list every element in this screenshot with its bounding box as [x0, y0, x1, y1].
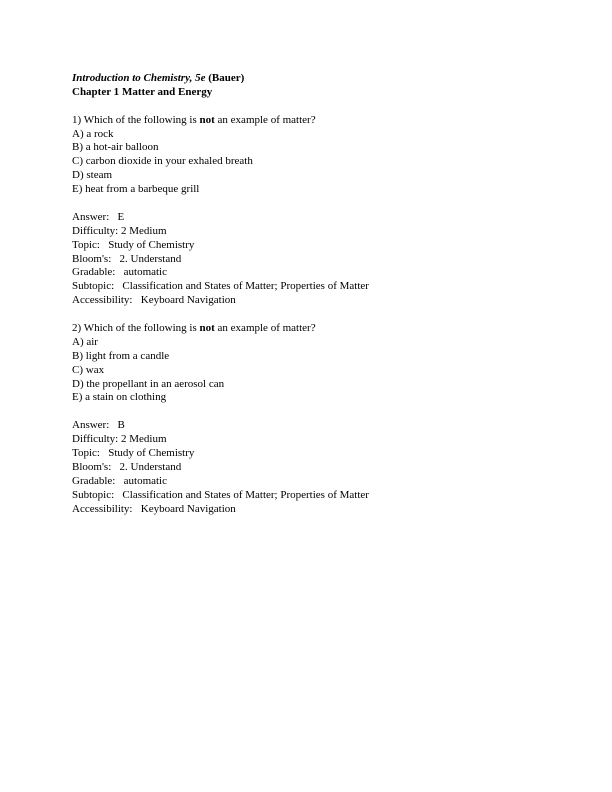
meta-value: 2. Understand: [111, 252, 182, 265]
meta-row: [72, 475, 542, 489]
answer-option: C) carbon dioxide in your exhaled breath: [72, 155, 253, 168]
meta-row: [72, 419, 542, 433]
spacer: [72, 405, 542, 419]
meta-row: [72, 266, 542, 280]
answer-option: B) a hot-air balloon: [72, 141, 159, 154]
meta-value: 2 Medium: [118, 433, 167, 446]
chapter-label: Chapter 1: [72, 85, 120, 98]
question-number: 1): [72, 113, 84, 126]
meta-value: Keyboard Navigation: [132, 502, 236, 515]
meta-row: [72, 253, 542, 267]
book-author: (Bauer): [208, 72, 245, 84]
meta-value: 2. Understand: [111, 460, 182, 473]
meta-row: [72, 503, 542, 517]
answer-option: A) air: [72, 335, 98, 348]
meta-value: E: [109, 210, 125, 223]
meta-label: Subtopic:: [72, 488, 115, 501]
meta-label: Answer:: [72, 210, 110, 223]
book-title: Introduction to Chemistry, 5e: [72, 72, 206, 84]
spacer: [72, 197, 542, 211]
question-text: an example of matter?: [214, 322, 316, 335]
meta-label: Bloom's:: [72, 252, 112, 265]
spacer: [72, 100, 542, 114]
meta-label: Difficulty:: [72, 433, 119, 446]
meta-value: automatic: [115, 474, 167, 487]
book-header: [72, 72, 542, 86]
meta-row: [72, 225, 542, 239]
question-text: Which of the following is: [83, 113, 200, 126]
meta-row: [72, 294, 542, 308]
question-list: [72, 114, 542, 517]
meta-label: Gradable:: [72, 474, 116, 487]
question-stem: [72, 322, 542, 336]
question-block: [72, 322, 542, 516]
question-text: Which of the following is: [83, 322, 200, 335]
meta-label: Bloom's:: [72, 460, 112, 473]
meta-value: B: [109, 419, 125, 432]
meta-row: [72, 461, 542, 475]
meta-row: [72, 280, 542, 294]
answer-option: E) heat from a barbeque grill: [72, 183, 200, 196]
meta-value: Keyboard Navigation: [132, 294, 236, 307]
meta-row: [72, 489, 542, 503]
question-block: [72, 114, 542, 322]
question-text: an example of matter?: [214, 113, 316, 126]
meta-label: Answer:: [72, 419, 110, 432]
meta-value: Study of Chemistry: [99, 238, 195, 251]
document-page: [72, 72, 542, 517]
question-emphasis: not: [199, 113, 215, 126]
answer-option: D) steam: [72, 169, 113, 182]
meta-label: Gradable:: [72, 266, 116, 279]
meta-value: Classification and States of Matter; Properties of Matter: [114, 488, 369, 501]
chapter-heading: [72, 86, 542, 100]
meta-row: [72, 211, 542, 225]
question-stem: [72, 114, 542, 128]
question-emphasis: not: [199, 322, 215, 335]
meta-label: Accessibility:: [72, 294, 133, 307]
meta-label: Subtopic:: [72, 280, 115, 293]
meta-label: Topic:: [72, 447, 100, 460]
meta-value: Classification and States of Matter; Properties of Matter: [114, 280, 369, 293]
meta-label: Accessibility:: [72, 502, 133, 515]
meta-value: Study of Chemistry: [99, 447, 195, 460]
meta-value: 2 Medium: [118, 224, 167, 237]
chapter-title: Matter and Energy: [122, 85, 213, 98]
answer-option: E) a stain on clothing: [72, 391, 167, 404]
spacer: [72, 308, 542, 322]
answer-option: B) light from a candle: [72, 349, 170, 362]
meta-row: [72, 433, 542, 447]
meta-row: [72, 239, 542, 253]
answer-option: D) the propellant in an aerosol can: [72, 377, 225, 390]
meta-value: automatic: [115, 266, 167, 279]
meta-label: Topic:: [72, 238, 100, 251]
meta-label: Difficulty:: [72, 224, 119, 237]
meta-row: [72, 447, 542, 461]
question-number: 2): [72, 322, 84, 335]
answer-option: C) wax: [72, 363, 105, 376]
answer-option: A) a rock: [72, 127, 114, 140]
